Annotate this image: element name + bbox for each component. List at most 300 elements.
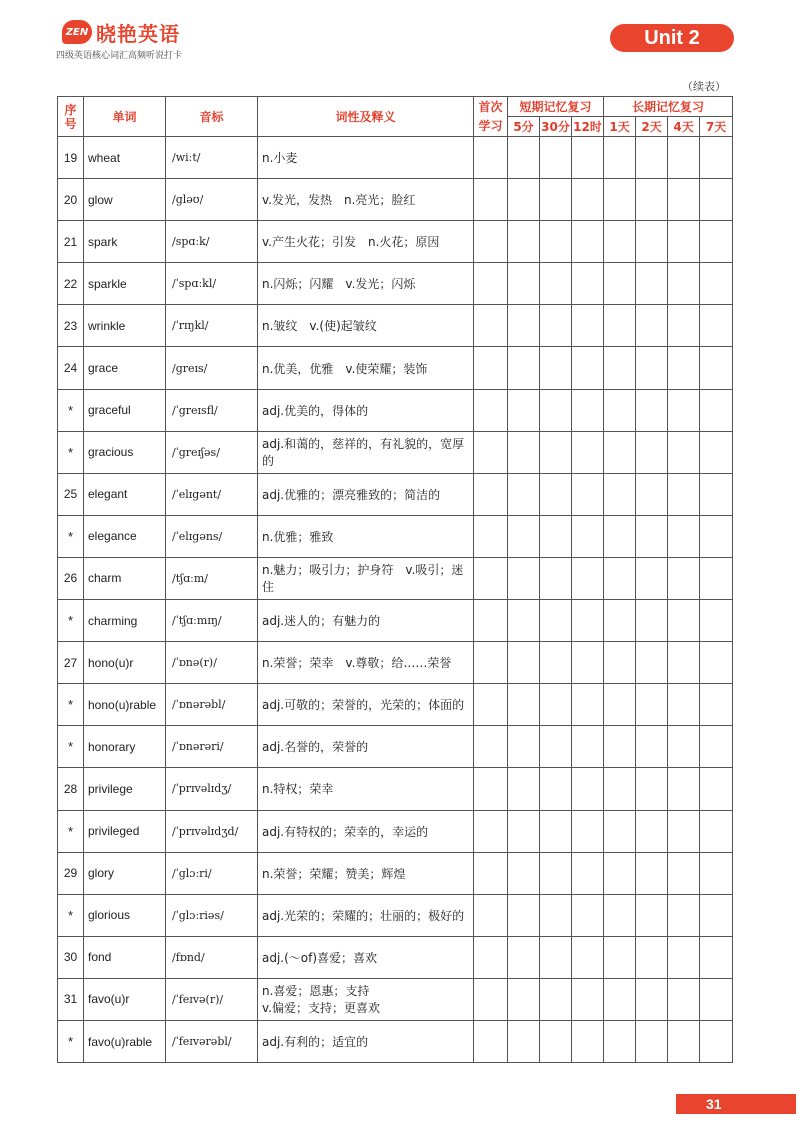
- review-checkbox-cell[interactable]: [508, 263, 540, 305]
- review-checkbox-cell[interactable]: [540, 137, 572, 179]
- review-checkbox-cell[interactable]: [604, 768, 636, 810]
- review-checkbox-cell[interactable]: [700, 305, 733, 347]
- review-checkbox-cell[interactable]: [572, 389, 604, 431]
- definition-cell: [258, 852, 474, 894]
- phonetic-cell: /ˈprɪvəlɪdʒd/: [166, 810, 258, 852]
- table-row: [58, 515, 733, 557]
- review-checkbox-cell[interactable]: [572, 137, 604, 179]
- review-checkbox-cell[interactable]: [668, 389, 700, 431]
- review-checkbox-cell[interactable]: [508, 768, 540, 810]
- definition-text: n.喜爱；恩惠；支持: [262, 984, 370, 999]
- review-checkbox-cell[interactable]: [474, 137, 508, 179]
- row-number: 26: [58, 557, 84, 599]
- phonetic-cell: /greɪs/: [166, 347, 258, 389]
- review-checkbox-cell[interactable]: [604, 684, 636, 726]
- row-number: 20: [58, 179, 84, 221]
- review-checkbox-cell[interactable]: [636, 726, 668, 768]
- review-checkbox-cell[interactable]: [668, 936, 700, 978]
- phonetic-cell: /ˈspɑːkl/: [166, 263, 258, 305]
- review-checkbox-cell[interactable]: [700, 221, 733, 263]
- row-number: 23: [58, 305, 84, 347]
- review-checkbox-cell[interactable]: [474, 305, 508, 347]
- review-checkbox-cell[interactable]: [636, 389, 668, 431]
- review-checkbox-cell[interactable]: [700, 263, 733, 305]
- review-checkbox-cell[interactable]: [572, 600, 604, 642]
- review-checkbox-cell[interactable]: [700, 726, 733, 768]
- table-row: [58, 642, 733, 684]
- review-checkbox-cell[interactable]: [604, 557, 636, 599]
- review-checkbox-cell[interactable]: [668, 600, 700, 642]
- review-checkbox-cell[interactable]: [700, 684, 733, 726]
- review-checkbox-cell[interactable]: [668, 431, 700, 473]
- review-checkbox-cell[interactable]: [572, 642, 604, 684]
- review-checkbox-cell[interactable]: [668, 642, 700, 684]
- row-number: 31: [58, 978, 84, 1020]
- table-row: [58, 221, 733, 263]
- review-checkbox-cell[interactable]: [540, 347, 572, 389]
- review-checkbox-cell[interactable]: [604, 473, 636, 515]
- definition-text: n.荣誉；荣幸 v.尊敬；给……荣誉: [262, 656, 452, 671]
- review-checkbox-cell[interactable]: [474, 894, 508, 936]
- definition-text: n.优雅；雅致: [262, 529, 334, 544]
- review-checkbox-cell[interactable]: [540, 726, 572, 768]
- review-checkbox-cell[interactable]: [474, 684, 508, 726]
- review-checkbox-cell[interactable]: [572, 684, 604, 726]
- definition-text-line2: v.偏爱；支持；更喜欢: [262, 1001, 380, 1016]
- review-checkbox-cell[interactable]: [636, 810, 668, 852]
- word-cell: wheat: [84, 137, 166, 179]
- review-checkbox-cell[interactable]: [604, 1020, 636, 1062]
- definition-cell: [258, 137, 474, 179]
- review-checkbox-cell[interactable]: [540, 263, 572, 305]
- header-definition: 词性及释义: [258, 97, 474, 137]
- phonetic-cell: /ˈprɪvəlɪdʒ/: [166, 768, 258, 810]
- review-checkbox-cell[interactable]: [540, 221, 572, 263]
- review-checkbox-cell[interactable]: [474, 557, 508, 599]
- review-checkbox-cell[interactable]: [636, 684, 668, 726]
- phonetic-cell: /fɒnd/: [166, 936, 258, 978]
- review-checkbox-cell[interactable]: [474, 221, 508, 263]
- row-number: *: [58, 431, 84, 473]
- word-cell: elegant: [84, 473, 166, 515]
- definition-cell: [258, 305, 474, 347]
- review-checkbox-cell[interactable]: [540, 978, 572, 1020]
- review-checkbox-cell[interactable]: [508, 642, 540, 684]
- review-checkbox-cell[interactable]: [636, 852, 668, 894]
- word-cell: glorious: [84, 894, 166, 936]
- definition-text: adj.和蔼的，慈祥的，有礼貌的，宽厚的: [262, 437, 465, 469]
- review-checkbox-cell[interactable]: [668, 179, 700, 221]
- table-row: [58, 263, 733, 305]
- review-checkbox-cell[interactable]: [604, 936, 636, 978]
- review-checkbox-cell[interactable]: [572, 810, 604, 852]
- review-checkbox-cell[interactable]: [636, 978, 668, 1020]
- review-checkbox-cell[interactable]: [474, 642, 508, 684]
- review-checkbox-cell[interactable]: [508, 347, 540, 389]
- table-row: [58, 894, 733, 936]
- phonetic-cell: /spɑːk/: [166, 221, 258, 263]
- review-checkbox-cell[interactable]: [668, 473, 700, 515]
- row-number: 27: [58, 642, 84, 684]
- word-cell: hono(u)r: [84, 642, 166, 684]
- definition-text: n.魅力；吸引力；护身符 v.吸引；迷住: [262, 563, 464, 595]
- review-checkbox-cell[interactable]: [540, 684, 572, 726]
- review-checkbox-cell[interactable]: [572, 347, 604, 389]
- review-checkbox-cell[interactable]: [668, 263, 700, 305]
- review-checkbox-cell[interactable]: [604, 600, 636, 642]
- review-checkbox-cell[interactable]: [572, 768, 604, 810]
- review-checkbox-cell[interactable]: [700, 473, 733, 515]
- row-number: *: [58, 389, 84, 431]
- review-checkbox-cell[interactable]: [700, 515, 733, 557]
- table-row: [58, 768, 733, 810]
- word-cell: sparkle: [84, 263, 166, 305]
- table-row: [58, 726, 733, 768]
- review-checkbox-cell[interactable]: [636, 600, 668, 642]
- review-checkbox-cell[interactable]: [572, 726, 604, 768]
- review-checkbox-cell[interactable]: [604, 894, 636, 936]
- header-interval: 7天: [700, 117, 733, 137]
- review-checkbox-cell[interactable]: [636, 557, 668, 599]
- review-checkbox-cell[interactable]: [636, 894, 668, 936]
- review-checkbox-cell[interactable]: [572, 515, 604, 557]
- review-checkbox-cell[interactable]: [636, 137, 668, 179]
- review-checkbox-cell[interactable]: [474, 852, 508, 894]
- phonetic-cell: /gləʊ/: [166, 179, 258, 221]
- word-cell: gracious: [84, 431, 166, 473]
- review-checkbox-cell[interactable]: [508, 221, 540, 263]
- review-checkbox-cell[interactable]: [604, 137, 636, 179]
- table-row: [58, 347, 733, 389]
- header-phonetic: 音标: [166, 97, 258, 137]
- word-cell: fond: [84, 936, 166, 978]
- phonetic-cell: /ˈɒnərəri/: [166, 726, 258, 768]
- review-checkbox-cell[interactable]: [508, 473, 540, 515]
- row-number: 19: [58, 137, 84, 179]
- review-checkbox-cell[interactable]: [700, 852, 733, 894]
- review-checkbox-cell[interactable]: [508, 894, 540, 936]
- phonetic-cell: /ˈfeɪvə(r)/: [166, 978, 258, 1020]
- review-checkbox-cell[interactable]: [508, 600, 540, 642]
- review-checkbox-cell[interactable]: [636, 179, 668, 221]
- table-row: [58, 936, 733, 978]
- review-checkbox-cell[interactable]: [636, 263, 668, 305]
- review-checkbox-cell[interactable]: [508, 978, 540, 1020]
- header-interval: 5分: [508, 117, 540, 137]
- review-checkbox-cell[interactable]: [700, 978, 733, 1020]
- review-checkbox-cell[interactable]: [540, 179, 572, 221]
- definition-cell: [258, 431, 474, 473]
- logo-badge-icon: ZEN: [62, 20, 92, 44]
- review-checkbox-cell[interactable]: [604, 431, 636, 473]
- table-row: [58, 389, 733, 431]
- review-checkbox-cell[interactable]: [700, 642, 733, 684]
- table-row: [58, 179, 733, 221]
- review-checkbox-cell[interactable]: [474, 263, 508, 305]
- review-checkbox-cell[interactable]: [636, 642, 668, 684]
- definition-text: n.闪烁；闪耀 v.发光；闪烁: [262, 277, 416, 292]
- review-checkbox-cell[interactable]: [668, 684, 700, 726]
- review-checkbox-cell[interactable]: [540, 810, 572, 852]
- review-checkbox-cell[interactable]: [668, 515, 700, 557]
- row-number: *: [58, 600, 84, 642]
- unit-badge: Unit 2: [610, 24, 734, 52]
- row-number: *: [58, 1020, 84, 1062]
- review-checkbox-cell[interactable]: [636, 515, 668, 557]
- table-row: [58, 978, 733, 1020]
- definition-cell: [258, 810, 474, 852]
- review-checkbox-cell[interactable]: [636, 936, 668, 978]
- definition-cell: [258, 978, 474, 1020]
- review-checkbox-cell[interactable]: [572, 305, 604, 347]
- review-checkbox-cell[interactable]: [604, 515, 636, 557]
- vocabulary-rows: [58, 137, 733, 1063]
- table-row: [58, 473, 733, 515]
- review-checkbox-cell[interactable]: [474, 389, 508, 431]
- review-checkbox-cell[interactable]: [668, 557, 700, 599]
- review-checkbox-cell[interactable]: [668, 852, 700, 894]
- review-checkbox-cell[interactable]: [540, 473, 572, 515]
- review-checkbox-cell[interactable]: [540, 431, 572, 473]
- definition-text: n.小麦: [262, 151, 298, 166]
- review-checkbox-cell[interactable]: [474, 810, 508, 852]
- review-checkbox-cell[interactable]: [474, 768, 508, 810]
- review-checkbox-cell[interactable]: [604, 642, 636, 684]
- definition-cell: [258, 221, 474, 263]
- review-checkbox-cell[interactable]: [700, 936, 733, 978]
- review-checkbox-cell[interactable]: [668, 305, 700, 347]
- review-checkbox-cell[interactable]: [604, 726, 636, 768]
- logo-title: 晓艳英语: [96, 22, 180, 46]
- review-checkbox-cell[interactable]: [572, 1020, 604, 1062]
- row-number: 22: [58, 263, 84, 305]
- definition-cell: [258, 768, 474, 810]
- word-cell: glory: [84, 852, 166, 894]
- review-checkbox-cell[interactable]: [636, 431, 668, 473]
- review-checkbox-cell[interactable]: [604, 179, 636, 221]
- review-checkbox-cell[interactable]: [604, 347, 636, 389]
- review-checkbox-cell[interactable]: [604, 852, 636, 894]
- definition-cell: [258, 684, 474, 726]
- review-checkbox-cell[interactable]: [668, 768, 700, 810]
- review-checkbox-cell[interactable]: [572, 221, 604, 263]
- review-checkbox-cell[interactable]: [604, 810, 636, 852]
- review-checkbox-cell[interactable]: [508, 684, 540, 726]
- definition-text: adj.名誉的，荣誉的: [262, 740, 369, 755]
- review-checkbox-cell[interactable]: [508, 726, 540, 768]
- phonetic-cell: /ˈglɔːriəs/: [166, 894, 258, 936]
- word-cell: privilege: [84, 768, 166, 810]
- review-checkbox-cell[interactable]: [474, 600, 508, 642]
- review-checkbox-cell[interactable]: [668, 894, 700, 936]
- review-checkbox-cell[interactable]: [508, 936, 540, 978]
- review-checkbox-cell[interactable]: [668, 347, 700, 389]
- review-checkbox-cell[interactable]: [540, 894, 572, 936]
- review-checkbox-cell[interactable]: [636, 768, 668, 810]
- review-checkbox-cell[interactable]: [700, 347, 733, 389]
- review-checkbox-cell[interactable]: [474, 1020, 508, 1062]
- word-cell: favo(u)rable: [84, 1020, 166, 1062]
- review-checkbox-cell[interactable]: [572, 894, 604, 936]
- review-checkbox-cell[interactable]: [700, 389, 733, 431]
- row-number: 24: [58, 347, 84, 389]
- review-checkbox-cell[interactable]: [636, 1020, 668, 1062]
- review-checkbox-cell[interactable]: [604, 305, 636, 347]
- review-checkbox-cell[interactable]: [572, 431, 604, 473]
- word-cell: wrinkle: [84, 305, 166, 347]
- phonetic-cell: /tʃɑːm/: [166, 557, 258, 599]
- review-checkbox-cell[interactable]: [572, 557, 604, 599]
- definition-cell: [258, 726, 474, 768]
- review-checkbox-cell[interactable]: [572, 852, 604, 894]
- word-cell: elegance: [84, 515, 166, 557]
- review-checkbox-cell[interactable]: [636, 347, 668, 389]
- word-cell: honorary: [84, 726, 166, 768]
- review-checkbox-cell[interactable]: [540, 936, 572, 978]
- review-checkbox-cell[interactable]: [508, 431, 540, 473]
- review-checkbox-cell[interactable]: [508, 137, 540, 179]
- row-number: 28: [58, 768, 84, 810]
- row-number: 30: [58, 936, 84, 978]
- table-row: [58, 431, 733, 473]
- review-checkbox-cell[interactable]: [700, 557, 733, 599]
- review-checkbox-cell[interactable]: [700, 431, 733, 473]
- word-cell: privileged: [84, 810, 166, 852]
- review-checkbox-cell[interactable]: [474, 347, 508, 389]
- review-checkbox-cell[interactable]: [604, 389, 636, 431]
- definition-cell: [258, 936, 474, 978]
- review-checkbox-cell[interactable]: [540, 389, 572, 431]
- review-checkbox-cell[interactable]: [700, 1020, 733, 1062]
- review-checkbox-cell[interactable]: [604, 263, 636, 305]
- review-checkbox-cell[interactable]: [668, 1020, 700, 1062]
- definition-text: n.优美，优雅 v.使荣耀；装饰: [262, 361, 428, 376]
- review-checkbox-cell[interactable]: [604, 221, 636, 263]
- table-row: [58, 305, 733, 347]
- table-row: [58, 1020, 733, 1062]
- review-checkbox-cell[interactable]: [668, 221, 700, 263]
- review-checkbox-cell[interactable]: [700, 137, 733, 179]
- phonetic-cell: /ˈgreɪsfl/: [166, 389, 258, 431]
- logo-subtitle: 四级英语核心词汇高频听说打卡: [56, 51, 183, 61]
- definition-cell: [258, 389, 474, 431]
- review-checkbox-cell[interactable]: [508, 515, 540, 557]
- review-checkbox-cell[interactable]: [636, 221, 668, 263]
- review-checkbox-cell[interactable]: [668, 137, 700, 179]
- phonetic-cell: /ˈelɪgəns/: [166, 515, 258, 557]
- word-cell: glow: [84, 179, 166, 221]
- review-checkbox-cell[interactable]: [474, 978, 508, 1020]
- brand-logo: [56, 16, 256, 66]
- definition-text: adj.有特权的；荣幸的，幸运的: [262, 824, 429, 839]
- definition-text: n.荣誉；荣耀；赞美；辉煌: [262, 866, 406, 881]
- review-checkbox-cell[interactable]: [700, 179, 733, 221]
- definition-cell: [258, 557, 474, 599]
- review-checkbox-cell[interactable]: [474, 179, 508, 221]
- review-checkbox-cell[interactable]: [540, 557, 572, 599]
- review-checkbox-cell[interactable]: [474, 473, 508, 515]
- definition-text: n.特权；荣幸: [262, 782, 334, 797]
- review-checkbox-cell[interactable]: [540, 852, 572, 894]
- review-checkbox-cell[interactable]: [572, 473, 604, 515]
- review-checkbox-cell[interactable]: [508, 557, 540, 599]
- review-checkbox-cell[interactable]: [668, 726, 700, 768]
- word-cell: graceful: [84, 389, 166, 431]
- phonetic-cell: /ˈelɪgənt/: [166, 473, 258, 515]
- definition-cell: [258, 473, 474, 515]
- definition-cell: [258, 263, 474, 305]
- review-checkbox-cell[interactable]: [474, 515, 508, 557]
- table-row: [58, 684, 733, 726]
- definition-text: v.发光，发热 n.亮光；脸红: [262, 193, 416, 208]
- continued-label: （续表）: [682, 80, 726, 93]
- review-checkbox-cell[interactable]: [700, 768, 733, 810]
- review-checkbox-cell[interactable]: [700, 810, 733, 852]
- table-row: [58, 137, 733, 179]
- review-checkbox-cell[interactable]: [668, 978, 700, 1020]
- vocabulary-table: [57, 96, 733, 1063]
- review-checkbox-cell[interactable]: [572, 936, 604, 978]
- definition-text: adj.有利的；适宜的: [262, 1035, 369, 1050]
- review-checkbox-cell[interactable]: [572, 263, 604, 305]
- row-number: *: [58, 515, 84, 557]
- row-number: *: [58, 894, 84, 936]
- review-checkbox-cell[interactable]: [540, 305, 572, 347]
- phonetic-cell: /ˈfeɪvərəbl/: [166, 1020, 258, 1062]
- review-checkbox-cell[interactable]: [572, 978, 604, 1020]
- review-checkbox-cell[interactable]: [508, 305, 540, 347]
- review-checkbox-cell[interactable]: [572, 179, 604, 221]
- review-checkbox-cell[interactable]: [636, 473, 668, 515]
- review-checkbox-cell[interactable]: [636, 305, 668, 347]
- review-checkbox-cell[interactable]: [540, 768, 572, 810]
- review-checkbox-cell[interactable]: [474, 726, 508, 768]
- review-checkbox-cell[interactable]: [668, 810, 700, 852]
- phonetic-cell: /ˈgreɪʃəs/: [166, 431, 258, 473]
- word-cell: hono(u)rable: [84, 684, 166, 726]
- review-checkbox-cell[interactable]: [540, 515, 572, 557]
- review-checkbox-cell[interactable]: [474, 431, 508, 473]
- header-interval: 1天: [604, 117, 636, 137]
- review-checkbox-cell[interactable]: [508, 810, 540, 852]
- review-checkbox-cell[interactable]: [508, 852, 540, 894]
- definition-text: adj.可敬的；荣誉的，光荣的；体面的: [262, 698, 465, 713]
- review-checkbox-cell[interactable]: [540, 642, 572, 684]
- review-checkbox-cell[interactable]: [700, 894, 733, 936]
- definition-cell: [258, 1020, 474, 1062]
- phonetic-cell: /ˈɒnərəbl/: [166, 684, 258, 726]
- review-checkbox-cell[interactable]: [474, 936, 508, 978]
- header-interval: 30分: [540, 117, 572, 137]
- header-long-term: 长期记忆复习: [604, 97, 733, 117]
- definition-cell: [258, 600, 474, 642]
- review-checkbox-cell[interactable]: [508, 1020, 540, 1062]
- row-number: 25: [58, 473, 84, 515]
- review-checkbox-cell[interactable]: [540, 1020, 572, 1062]
- table-row: [58, 557, 733, 599]
- review-checkbox-cell[interactable]: [508, 389, 540, 431]
- definition-text: adj.光荣的；荣耀的；壮丽的；极好的: [262, 908, 465, 923]
- header-interval: 4天: [668, 117, 700, 137]
- header-word: 单词: [84, 97, 166, 137]
- review-checkbox-cell[interactable]: [604, 978, 636, 1020]
- review-checkbox-cell[interactable]: [540, 600, 572, 642]
- row-number: *: [58, 810, 84, 852]
- definition-text: adj.迷人的；有魅力的: [262, 614, 381, 629]
- phonetic-cell: /ˈrɪŋkl/: [166, 305, 258, 347]
- review-checkbox-cell[interactable]: [700, 600, 733, 642]
- review-checkbox-cell[interactable]: [508, 179, 540, 221]
